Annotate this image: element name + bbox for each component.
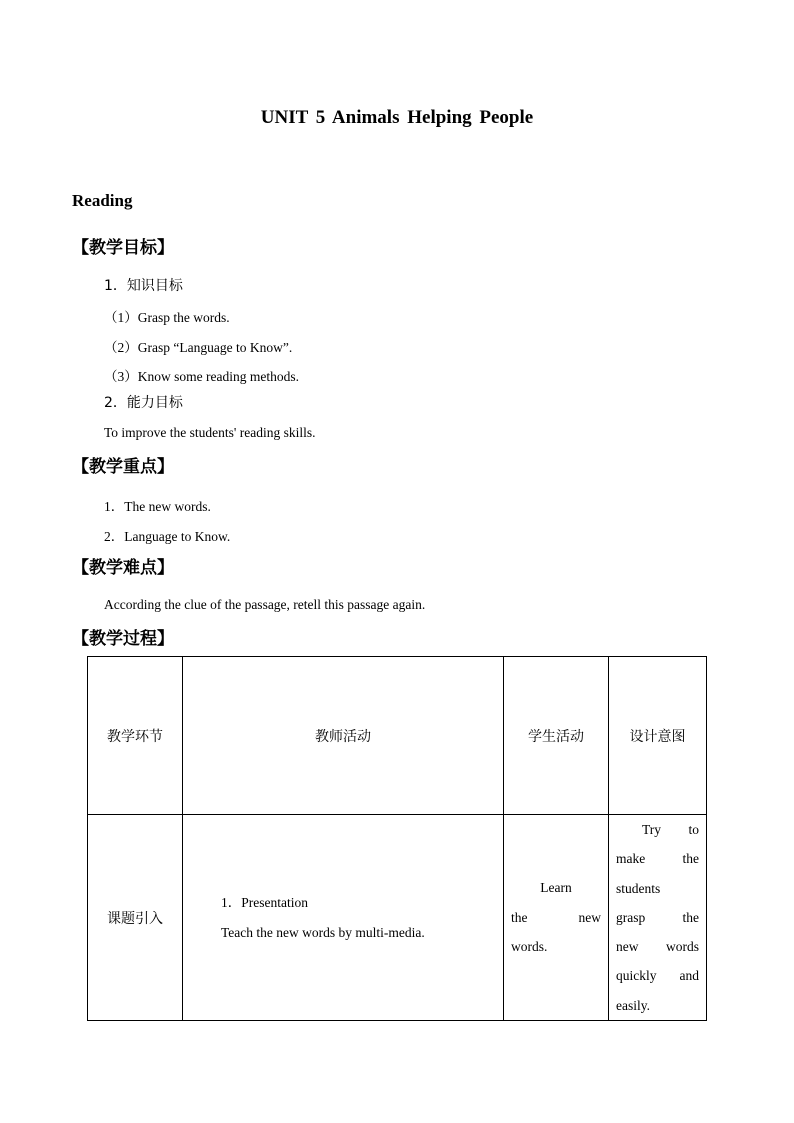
difficulties-text: According the clue of the passage, retell this passage again. — [104, 597, 426, 612]
student-activity-line: the new — [511, 909, 601, 925]
design-intent-line: students — [616, 880, 661, 896]
design-intent-line: quickly and — [616, 968, 699, 984]
ability-objective-label: 2．能力目标 — [104, 395, 183, 411]
knowledge-objective-label: 1．知识目标 — [104, 278, 183, 294]
design-intent-line: Try to — [642, 822, 699, 837]
document-title: UNIT 5 Animals Helping People — [260, 107, 534, 128]
section-title: Reading — [72, 191, 133, 210]
column-header: 教师活动 — [183, 657, 504, 815]
design-intent-cell — [609, 815, 707, 1021]
knowledge-item: （1）Grasp the words. — [104, 310, 230, 325]
ability-objective-text: To improve the students' reading skills. — [104, 425, 316, 440]
teacher-activity-cell — [183, 815, 504, 1021]
key-point-item: 2．Language to Know. — [104, 529, 231, 544]
design-intent-line: grasp the — [616, 909, 699, 925]
design-intent-line: new words — [616, 939, 699, 955]
student-activity-cell — [504, 815, 609, 1021]
design-intent-line: easily. — [616, 997, 650, 1013]
knowledge-item: （2）Grasp “Language to Know”. — [104, 340, 293, 355]
student-activity-line: words. — [511, 939, 548, 955]
table-row — [88, 815, 707, 1021]
student-activity-line: Learn — [540, 880, 572, 896]
column-header: 设计意图 — [609, 657, 707, 815]
knowledge-item: （3）Know some reading methods. — [104, 369, 299, 384]
key-points-heading: 【教学重点】 — [72, 457, 174, 477]
column-header: 教学环节 — [88, 657, 183, 815]
process-heading: 【教学过程】 — [72, 629, 174, 649]
objectives-heading: 【教学目标】 — [72, 238, 174, 258]
table-header-row — [88, 657, 707, 815]
teacher-activity-line: Teach the new words by multi-media. — [221, 924, 425, 940]
column-header: 学生活动 — [504, 657, 609, 815]
difficulties-heading: 【教学难点】 — [72, 558, 174, 578]
teacher-activity-line: 1．Presentation — [221, 894, 308, 910]
teaching-process-table — [87, 656, 707, 1021]
key-point-item: 1．The new words. — [104, 499, 211, 514]
design-intent-line: make the — [616, 851, 699, 867]
stage-cell: 课题引入 — [88, 815, 183, 1021]
